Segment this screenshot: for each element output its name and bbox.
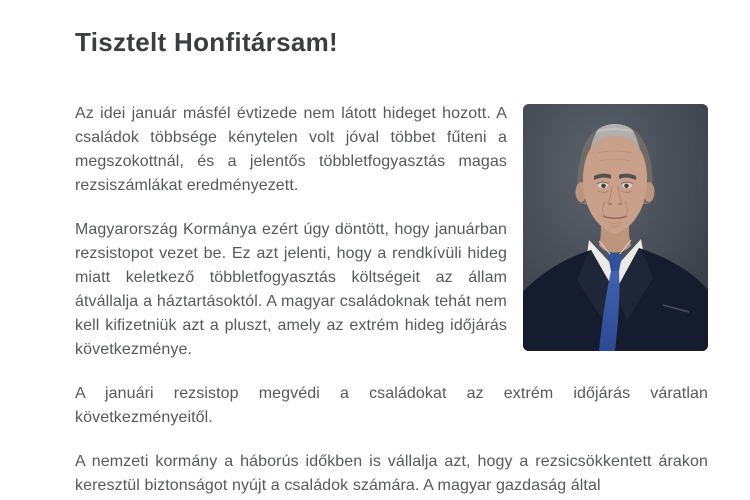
- portrait-photo-viktor-orban: [523, 104, 708, 351]
- nostril-right: [618, 203, 622, 205]
- letter-body: [75, 102, 708, 498]
- page-title: Tisztelt Honfitársam!: [75, 27, 338, 57]
- iris-left: [601, 184, 605, 188]
- iris-right: [624, 184, 628, 188]
- portrait-illustration: [523, 104, 708, 351]
- nostril-left: [608, 203, 612, 205]
- paragraph-national-government: A nemzeti kormány a háborús időkben is vállalja azt, hogy a rezsicsökkentett árakon keresztül biztonságot nyújt a családok számára. A magyar gazdaság által: [75, 453, 708, 494]
- paragraph-intro-cold-january: Az idei január másfél évtizede nem látott hideget hozott. A családok többsége kénytelen volt jóval többet fűteni a megszokottnál, és a jelentős többletfogyasztás magas rezsiszámlákat eredményezett.: [75, 105, 507, 194]
- paragraph-rezsistop-protection: A januári rezsistop megvédi a családokat az extrém időjárás váratlan következményeitől.: [75, 385, 708, 426]
- paragraph-rezsistop-decision: Magyarország Kormánya ezért úgy döntött, hogy januárban rezsistopot vezet be. Ez azt jelenti, hogy a rendkívüli hideg miatt keletkező többletfogyasztás költségeit az állam átvállalja a háztartásoktól. A magyar családoknak tehát nem kell kifizetniük azt a pluszt, amely az extrém hideg időjárás következménye.: [75, 221, 507, 358]
